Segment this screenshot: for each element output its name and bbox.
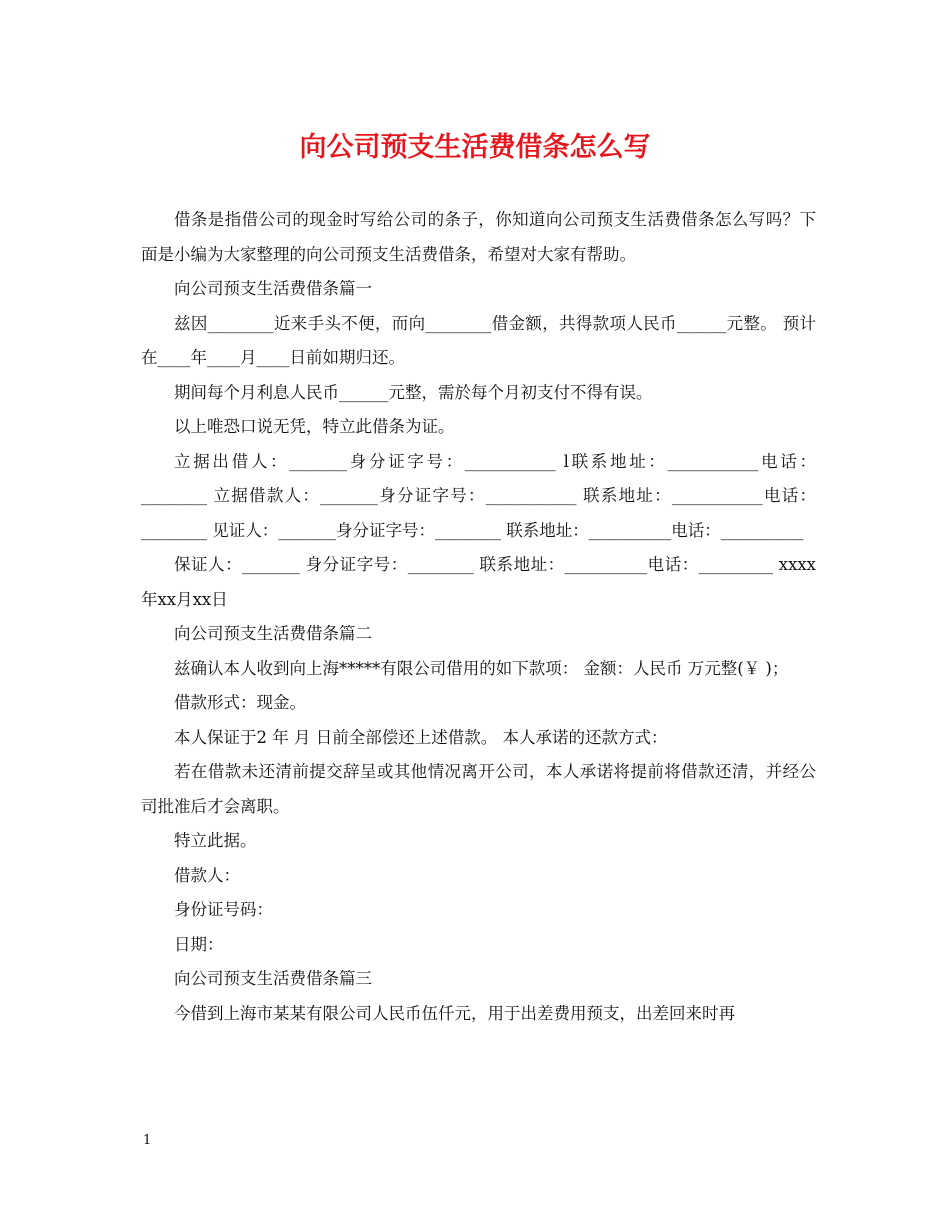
paragraph: 期间每个月利息人民币______元整，需於每个月初支付不得有误。 xyxy=(174,382,653,402)
paragraph: 立据出借人：_______身分证字号：___________ l联系地址：___________电话：________ 立据借款人：_______身分证字号：___________ 联系地址：___________电话：________ 见证人：_______身分证字号：________ 联系地址：__________电话：__________ xyxy=(141,451,816,540)
paragraph: 兹确认本人收到向上海*****有限公司借用的如下款项： 金额：人民币 万元整(￥ )； xyxy=(174,658,789,678)
paragraph: 以上唯恐口说无凭，特立此借条为证。 xyxy=(174,417,455,436)
section-heading-1: 向公司预支生活费借条篇一 xyxy=(174,279,372,298)
paragraph: 今借到上海市某某有限公司人民币伍仟元，用于出差费用预支，出差回来时再 xyxy=(174,1003,735,1023)
page-number: 1 xyxy=(143,1133,152,1148)
paragraph: 兹因________近来手头不便，而向________借金额，共得款项人民币______元整。 预计在____年____月____日前如期归还。 xyxy=(141,313,816,367)
paragraph: 本人保证于2 年 月 日前全部偿还上述借款。 本人承诺的还款方式： xyxy=(174,727,668,747)
paragraph-intro: 借条是指借公司的现金时写给公司的条子，你知道向公司预支生活费借条怎么写吗？下面是小编为大家整理的向公司预支生活费借条，希望对大家有帮助。 xyxy=(141,210,816,264)
paragraph: 特立此据。 xyxy=(174,831,257,850)
section-heading-2: 向公司预支生活费借条篇二 xyxy=(174,624,372,643)
paragraph: 保证人：_______ 身分证字号：________ 联系地址：__________电话：_________ xxxx年xx月xx日 xyxy=(141,555,816,609)
paragraph: 借款形式：现金。 xyxy=(174,693,306,712)
document-title: 向公司预支生活费借条怎么写 xyxy=(299,132,651,163)
paragraph: 借款人： xyxy=(174,865,240,885)
document-body xyxy=(141,203,816,1031)
paragraph: 日期： xyxy=(174,934,224,954)
section-heading-3: 向公司预支生活费借条篇三 xyxy=(174,969,372,988)
paragraph: 身份证号码： xyxy=(174,900,273,919)
paragraph: 若在借款未还清前提交辞呈或其他情况离开公司，本人承诺将提前将借款还清，并经公司批准后才会离职。 xyxy=(141,762,816,816)
